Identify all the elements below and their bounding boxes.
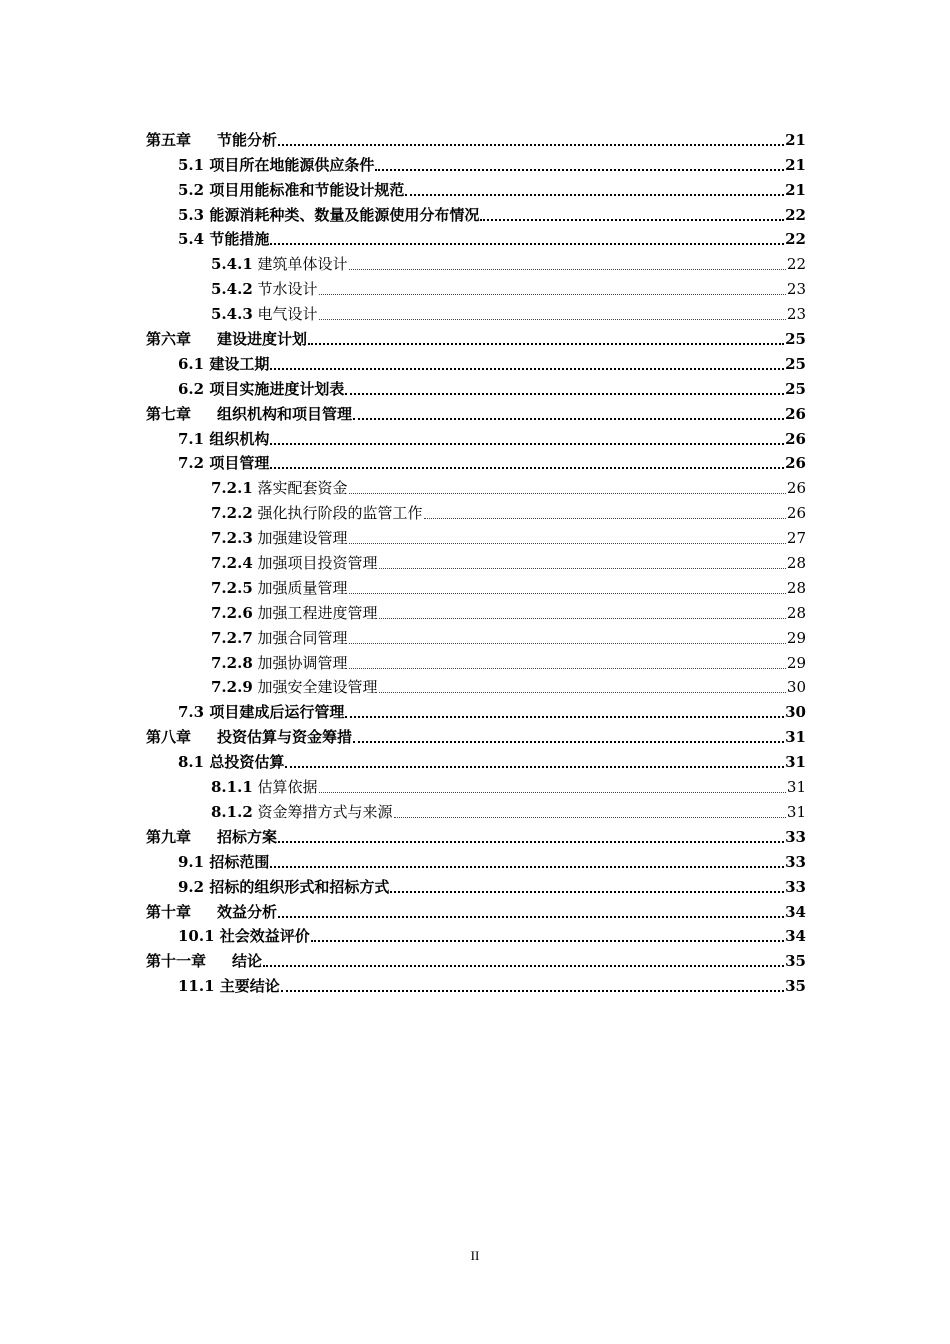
toc-entry[interactable] — [146, 946, 806, 971]
toc-entry-number: 7.2.7 — [211, 628, 253, 647]
toc-entry-number: 7.2.3 — [211, 529, 253, 548]
dot-leader — [349, 493, 786, 494]
dot-leader — [349, 643, 786, 644]
toc-entry-page: 21 — [785, 130, 806, 149]
toc-entry-number: 10.1 — [178, 927, 215, 946]
toc-entry[interactable] — [146, 722, 806, 747]
dot-leader — [345, 716, 784, 718]
toc-entry[interactable] — [146, 225, 806, 250]
toc-entry-number: 7.1 — [178, 429, 205, 448]
dot-leader — [480, 219, 784, 221]
dot-leader — [278, 841, 784, 843]
toc-entry-label — [178, 453, 269, 473]
toc-entry-page: 27 — [786, 529, 806, 548]
dot-leader — [379, 618, 786, 619]
toc-entry-title: 落实配套资金 — [257, 479, 348, 498]
toc-entry-label — [211, 603, 378, 623]
toc-entry-number: 7.2.2 — [211, 504, 253, 523]
dot-leader — [349, 269, 786, 270]
toc-entry-title: 资金筹措方式与来源 — [257, 802, 393, 821]
toc-entry-page: 31 — [786, 778, 806, 797]
toc-entry-title: 加强安全建设管理 — [257, 678, 378, 697]
toc-entry-page: 29 — [786, 628, 806, 647]
toc-entry-number: 7.2.1 — [211, 479, 253, 498]
toc-entry[interactable] — [146, 299, 806, 324]
toc-entry-label — [178, 877, 389, 897]
toc-entry-label — [211, 578, 348, 598]
toc-entry-title: 加强协调管理 — [257, 653, 348, 672]
toc-entry-title: 建设工期 — [209, 354, 270, 373]
toc-entry[interactable] — [146, 673, 806, 698]
toc-entry-title: 项目所在地能源供应条件 — [209, 155, 375, 174]
toc-entry-page: 22 — [785, 230, 806, 249]
dot-leader — [270, 467, 784, 469]
toc-entry-page: 21 — [785, 180, 806, 199]
toc-entry-title: 组织机构和项目管理 — [217, 404, 353, 423]
toc-entry-label — [211, 802, 393, 822]
toc-entry-title: 投资估算与资金筹措 — [217, 728, 353, 747]
toc-entry-title: 招标方案 — [217, 827, 278, 846]
toc-entry-number: 7.3 — [178, 703, 205, 722]
toc-entry-title: 项目用能标准和节能设计规范 — [209, 180, 405, 199]
toc-entry-label — [146, 727, 352, 747]
toc-entry[interactable] — [146, 249, 806, 274]
toc-entry[interactable] — [146, 847, 806, 872]
toc-entry-label — [211, 777, 318, 797]
toc-entry-number: 5.2 — [178, 180, 205, 199]
toc-entry-label — [178, 926, 310, 946]
toc-entry-number: 6.2 — [178, 379, 205, 398]
toc-entry-label — [178, 205, 479, 225]
toc-entry-number: 7.2.4 — [211, 554, 253, 573]
toc-entry[interactable] — [146, 772, 806, 797]
toc-entry-number: 5.4.2 — [211, 280, 253, 299]
toc-entry-page: 31 — [786, 802, 806, 821]
toc-entry[interactable] — [146, 399, 806, 424]
dot-leader — [394, 817, 786, 818]
dot-leader — [349, 668, 786, 669]
toc-entry-number: 8.1.2 — [211, 802, 253, 821]
toc-entry-page: 29 — [786, 653, 806, 672]
toc-entry-page: 26 — [786, 504, 806, 523]
toc-entry-label — [178, 429, 269, 449]
toc-entry-title: 加强建设管理 — [257, 529, 348, 548]
toc-entry-title: 建筑单体设计 — [257, 255, 348, 274]
toc-entry-page: 35 — [785, 977, 806, 996]
toc-entry-label — [211, 653, 348, 673]
toc-entry[interactable] — [146, 424, 806, 449]
toc-entry-label — [146, 130, 277, 150]
toc-entry-page: 31 — [785, 753, 806, 772]
dot-leader — [270, 866, 784, 868]
toc-entry-number: 11.1 — [178, 977, 215, 996]
toc-entry-title: 节水设计 — [257, 280, 318, 299]
dot-leader — [375, 169, 784, 171]
toc-entry[interactable] — [146, 150, 806, 175]
toc-entry-number: 5.4.1 — [211, 255, 253, 274]
toc-entry-title: 主要结论 — [219, 977, 280, 996]
toc-entry-number: 9.1 — [178, 852, 205, 871]
toc-entry-title: 结论 — [232, 952, 263, 971]
toc-entry-number: 7.2.6 — [211, 603, 253, 622]
toc-entry[interactable] — [146, 822, 806, 847]
toc-entry-title: 加强工程进度管理 — [257, 603, 378, 622]
toc-entry-page: 21 — [785, 155, 806, 174]
toc-entry-page: 31 — [785, 728, 806, 747]
toc-entry[interactable] — [146, 523, 806, 548]
dot-leader — [379, 692, 786, 693]
toc-entry-label — [178, 229, 269, 249]
toc-entry-page: 22 — [786, 255, 806, 274]
toc-entry-number: 7.2.9 — [211, 678, 253, 697]
toc-entry[interactable] — [146, 872, 806, 897]
dot-leader — [270, 443, 784, 445]
toc-entry[interactable] — [146, 548, 806, 573]
toc-entry[interactable] — [146, 374, 806, 399]
dot-leader — [281, 990, 784, 992]
toc-entry-label — [178, 354, 269, 374]
toc-entry-number: 6.1 — [178, 354, 205, 373]
dot-leader — [311, 940, 784, 942]
dot-leader — [390, 891, 784, 893]
dot-leader — [353, 418, 784, 420]
toc-entry-page: 34 — [785, 927, 806, 946]
dot-leader — [405, 194, 784, 196]
table-of-contents — [146, 125, 806, 996]
toc-entry-title: 建设进度计划 — [217, 330, 308, 349]
toc-entry-page: 28 — [786, 603, 806, 622]
toc-entry[interactable] — [146, 449, 806, 474]
toc-entry-number: 第六章 — [146, 330, 192, 349]
toc-entry-number: 7.2.5 — [211, 578, 253, 597]
toc-entry-label — [146, 329, 307, 349]
toc-entry[interactable] — [146, 648, 806, 673]
dot-leader — [278, 916, 784, 918]
toc-entry-label — [211, 553, 378, 573]
toc-entry-label — [178, 852, 269, 872]
toc-entry-title: 招标的组织形式和招标方式 — [209, 877, 390, 896]
toc-entry-number: 5.4 — [178, 230, 205, 249]
toc-entry[interactable] — [146, 200, 806, 225]
toc-entry[interactable] — [146, 473, 806, 498]
toc-entry-number: 第十章 — [146, 902, 192, 921]
dot-leader — [278, 144, 784, 146]
toc-entry-label — [178, 180, 404, 200]
toc-entry-number: 5.3 — [178, 205, 205, 224]
toc-entry-label — [211, 304, 318, 324]
toc-entry-page: 22 — [785, 205, 806, 224]
toc-entry[interactable] — [146, 623, 806, 648]
dot-leader — [349, 543, 786, 544]
toc-entry-page: 26 — [785, 404, 806, 423]
toc-entry-page: 30 — [785, 703, 806, 722]
toc-entry-label — [211, 528, 348, 548]
toc-entry-title: 加强项目投资管理 — [257, 554, 378, 573]
toc-entry-title: 能源消耗种类、数量及能源使用分布情况 — [209, 205, 480, 224]
toc-entry-page: 25 — [785, 330, 806, 349]
toc-entry-title: 节能分析 — [217, 130, 278, 149]
toc-entry-title: 项目实施进度计划表 — [209, 379, 345, 398]
toc-entry-page: 23 — [786, 305, 806, 324]
toc-entry-label — [146, 902, 277, 922]
dot-leader — [319, 792, 786, 793]
toc-entry-label — [211, 628, 348, 648]
toc-entry-page: 28 — [786, 578, 806, 597]
toc-entry-label — [211, 478, 348, 498]
dot-leader — [263, 965, 784, 967]
toc-entry-title: 项目管理 — [209, 454, 270, 473]
dot-leader — [270, 368, 784, 370]
toc-entry-number: 第十一章 — [146, 952, 207, 971]
dot-leader — [424, 518, 786, 519]
toc-entry-title: 社会效益评价 — [219, 927, 310, 946]
toc-entry[interactable] — [146, 697, 806, 722]
toc-entry[interactable] — [146, 747, 806, 772]
toc-entry-page: 33 — [785, 827, 806, 846]
toc-entry[interactable] — [146, 324, 806, 349]
toc-entry-page: 25 — [785, 379, 806, 398]
toc-entry[interactable] — [146, 797, 806, 822]
toc-entry-label — [211, 503, 423, 523]
toc-entry-label — [178, 976, 280, 996]
toc-entry-page: 25 — [785, 354, 806, 373]
toc-entry-title: 效益分析 — [217, 902, 278, 921]
toc-entry-label — [146, 404, 352, 424]
toc-entry-number: 8.1 — [178, 753, 205, 772]
toc-entry[interactable] — [146, 125, 806, 150]
toc-entry-number: 7.2 — [178, 454, 205, 473]
toc-entry-label — [146, 827, 277, 847]
dot-leader — [379, 568, 786, 569]
dot-leader — [349, 593, 786, 594]
toc-entry-page: 26 — [785, 454, 806, 473]
toc-entry-title: 强化执行阶段的监管工作 — [257, 504, 423, 523]
toc-entry[interactable] — [146, 598, 806, 623]
toc-entry-number: 5.4.3 — [211, 305, 253, 324]
toc-entry-page: 33 — [785, 877, 806, 896]
toc-entry-page: 23 — [786, 280, 806, 299]
toc-entry-label — [178, 702, 344, 722]
toc-entry-page: 35 — [785, 952, 806, 971]
dot-leader — [308, 343, 784, 345]
toc-entry[interactable] — [146, 897, 806, 922]
toc-entry-title: 节能措施 — [209, 230, 270, 249]
dot-leader — [319, 294, 786, 295]
toc-entry[interactable] — [146, 922, 806, 947]
toc-entry-number: 5.1 — [178, 155, 205, 174]
toc-entry[interactable] — [146, 349, 806, 374]
toc-entry-label — [211, 677, 378, 697]
toc-entry-page: 33 — [785, 852, 806, 871]
toc-entry[interactable] — [146, 573, 806, 598]
page-number: II — [470, 1248, 480, 1263]
dot-leader — [345, 393, 784, 395]
toc-entry-number: 8.1.1 — [211, 778, 253, 797]
toc-entry-title: 项目建成后运行管理 — [209, 703, 345, 722]
toc-entry[interactable] — [146, 498, 806, 523]
toc-entry-page: 26 — [785, 429, 806, 448]
toc-entry[interactable] — [146, 175, 806, 200]
dot-leader — [270, 243, 784, 245]
toc-entry[interactable] — [146, 274, 806, 299]
dot-leader — [319, 319, 786, 320]
toc-entry-number: 7.2.8 — [211, 653, 253, 672]
toc-entry-page: 30 — [786, 678, 806, 697]
toc-entry-title: 加强合同管理 — [257, 628, 348, 647]
toc-entry-label — [146, 951, 262, 971]
dot-leader — [353, 741, 784, 743]
toc-entry-title: 加强质量管理 — [257, 578, 348, 597]
toc-entry-number: 第五章 — [146, 130, 192, 149]
toc-entry-page: 28 — [786, 554, 806, 573]
toc-entry-label — [178, 379, 344, 399]
toc-entry-title: 估算依据 — [257, 778, 318, 797]
toc-entry-title: 总投资估算 — [209, 753, 285, 772]
toc-entry-title: 招标范围 — [209, 852, 270, 871]
toc-entry-label — [178, 155, 374, 175]
toc-entry-number: 第七章 — [146, 404, 192, 423]
toc-entry-number: 9.2 — [178, 877, 205, 896]
toc-entry-number: 第八章 — [146, 728, 192, 747]
toc-entry-number: 第九章 — [146, 827, 192, 846]
toc-entry-page: 26 — [786, 479, 806, 498]
dot-leader — [285, 766, 784, 768]
toc-entry[interactable] — [146, 971, 806, 996]
toc-entry-title: 电气设计 — [257, 305, 318, 324]
toc-entry-label — [178, 752, 284, 772]
toc-entry-label — [211, 254, 348, 274]
toc-entry-page: 34 — [785, 902, 806, 921]
toc-entry-label — [211, 279, 318, 299]
toc-entry-title: 组织机构 — [209, 429, 270, 448]
